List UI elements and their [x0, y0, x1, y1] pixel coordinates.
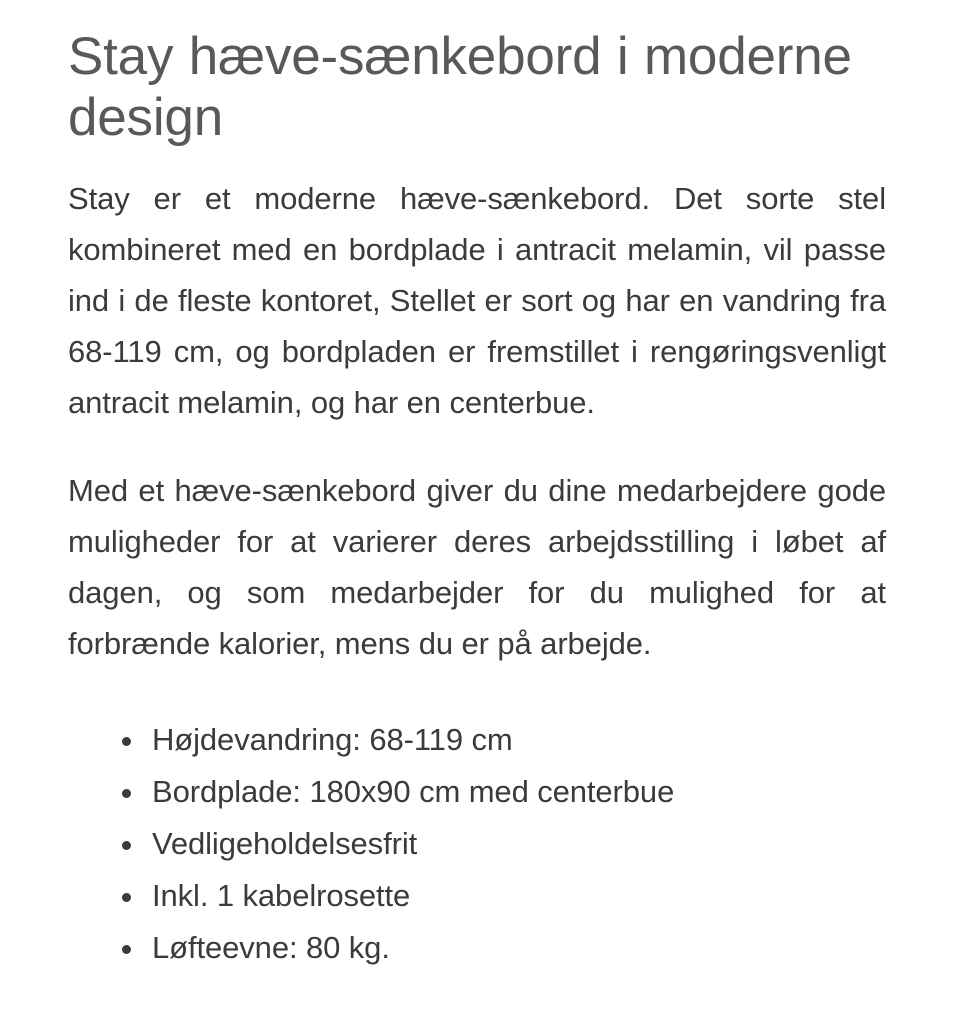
bullet-icon	[122, 945, 131, 954]
product-description-paragraph-1: Stay er et moderne hæve-sænkebord. Det sorte stel kombineret med en bordplade i antracit melamin, vil passe ind i de fleste kontoret, Stellet er sort og har en vandring fra 68-119 cm, og bordpladen er fremstillet i rengøringsvenligt antracit melamin, og har en centerbue.	[68, 181, 886, 420]
list-item-label: Vedligeholdelsesfrit	[152, 826, 418, 861]
list-item	[68, 818, 886, 870]
list-item	[68, 714, 886, 766]
list-item-label: Løfteevne: 80 kg.	[152, 930, 390, 965]
product-specification-list	[68, 714, 886, 974]
list-item	[68, 922, 886, 974]
list-item-label: Inkl. 1 kabelrosette	[152, 878, 411, 913]
bullet-icon	[122, 789, 131, 798]
list-item	[68, 766, 886, 818]
bullet-icon	[122, 737, 131, 746]
list-item-label: Højdevandring: 68-119 cm	[152, 722, 513, 757]
bullet-icon	[122, 893, 131, 902]
product-description-content	[68, 26, 886, 974]
product-description-paragraph-2: Med et hæve-sænkebord giver du dine medarbejdere gode muligheder for at varierer deres arbejdsstilling i løbet af dagen, og som medarbejder for du mulighed for at forbrænde kalorier, mens du er på arbejde.	[68, 473, 886, 661]
page-title: Stay hæve-sænkebord i moderne design	[68, 27, 852, 147]
bullet-icon	[122, 841, 131, 850]
list-item	[68, 870, 886, 922]
list-item-label: Bordplade: 180x90 cm med centerbue	[152, 774, 675, 809]
